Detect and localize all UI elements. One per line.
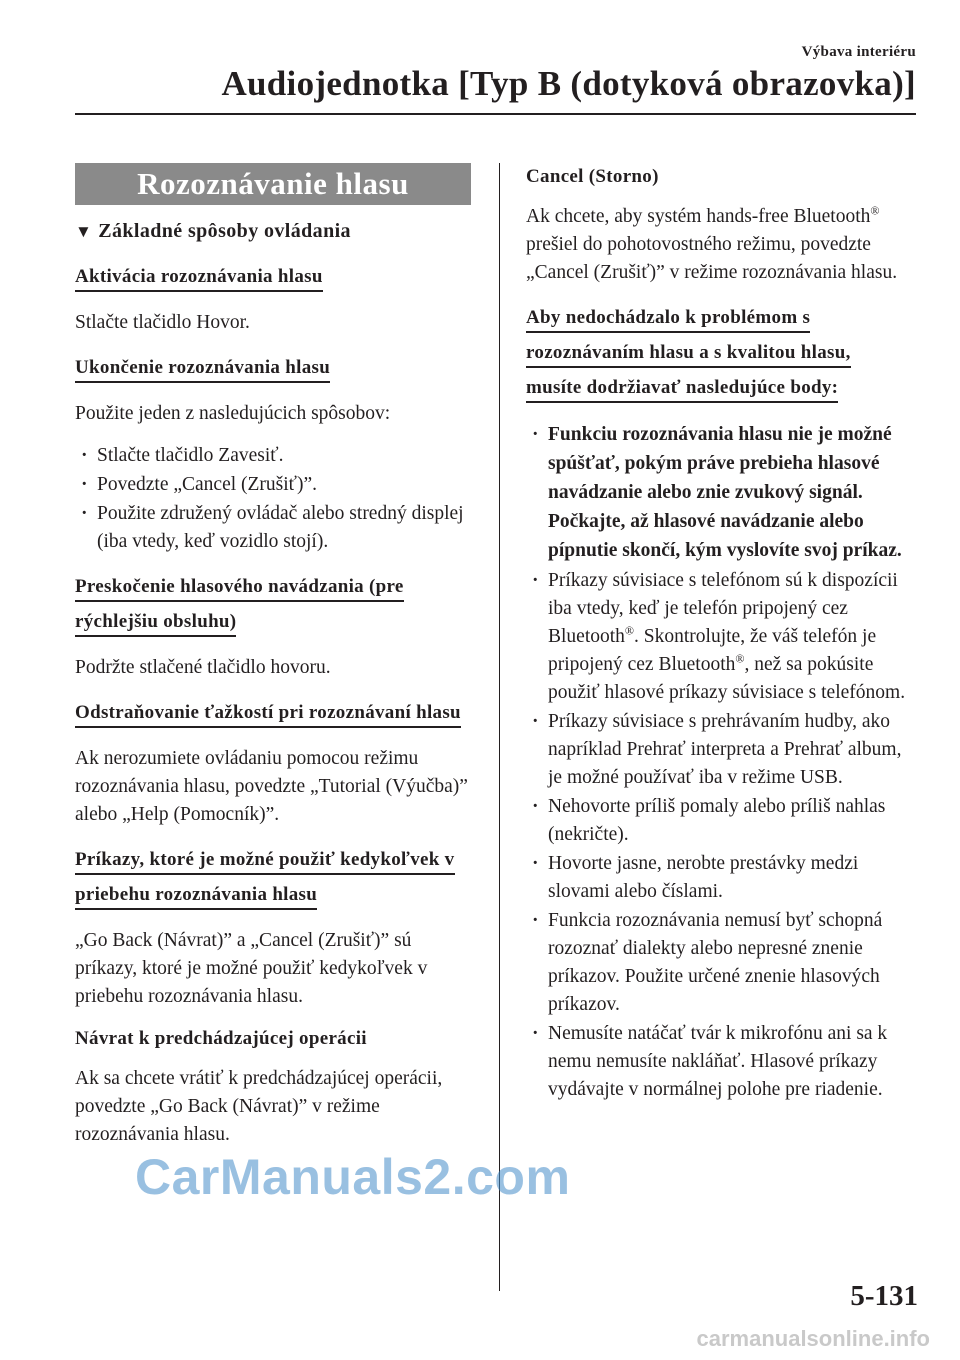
heading-termination: Ukončenie rozoznávania hlasu — [75, 357, 330, 383]
subsection-title — [75, 217, 471, 246]
heading-anytime-commands: Príkazy, ktoré je možné použiť kedykoľvek v priebehu rozoznávania hlasu — [75, 849, 455, 910]
right-column — [526, 163, 908, 1118]
list-item: · Funkciu rozoznávania hlasu nie je možné spúšťať, pokým práve prebieha hlasové navádzanie alebo znie zvukový signál. Počkajte, až hlasové navádzanie alebo pípnutie skončí, kým vyslovíte svoj príkaz. — [526, 420, 908, 565]
left-column — [75, 163, 471, 1163]
bullet-list — [75, 442, 471, 556]
list-item — [526, 567, 908, 707]
registered-mark: ® — [870, 203, 880, 218]
subsection-label: Základné spôsoby ovládania — [98, 220, 351, 242]
heading-tips: Aby nedochádzalo k problémom s rozoznávaním hlasu a s kvalitou hlasu, musíte dodržiavať nasledujúce body: — [526, 307, 851, 403]
text-run: Príkazy súvisiace s telefónom sú k dispozícii iba vtedy, keď je telefón pripojený cez Bluetooth — [548, 570, 898, 647]
watermark-carmanuals2: CarManuals2.com — [135, 1149, 571, 1205]
heading-troubleshooting: Odstraňovanie ťažkostí pri rozoznávaní hlasu — [75, 702, 461, 728]
text-run: . Skontrolujte, že váš telefón je pripojený cez Bluetooth — [548, 626, 877, 675]
bullet-list-bold — [526, 420, 908, 565]
heading-activation: Aktivácia rozoznávania hlasu — [75, 266, 323, 292]
heading-go-back: Návrat k predchádzajúcej operácii — [75, 1028, 367, 1049]
text-run: prešiel do pohotovostného režimu, povedzte „Cancel (Zrušiť)” v režime rozoznávania hlasu. — [526, 234, 898, 283]
paragraph: „Go Back (Návrat)” a „Cancel (Zrušiť)” sú príkazy, ktoré je možné použiť kedykoľvek v priebehu rozoznávania hlasu. — [75, 930, 428, 1007]
paragraph: Podržte stlačené tlačidlo hovoru. — [75, 657, 331, 678]
list-item: · Povedzte „Cancel (Zrušiť)”. — [75, 471, 471, 499]
paragraph: Ak nerozumiete ovládaniu pomocou režimu rozoznávania hlasu, povedzte „Tutorial (Výučba)” alebo „Help (Pomocník)”. — [75, 748, 468, 825]
list-item: · Použite združený ovládač alebo stredný displej (iba vtedy, keď vozidlo stojí). — [75, 500, 471, 556]
list-item: · Príkazy súvisiace s prehrávaním hudby, ako napríklad Prehrať interpreta a Prehrať album, je možné používať iba v režime USB. — [526, 708, 908, 792]
chapter-title: Výbava interiéru — [801, 44, 916, 60]
paragraph: Stlačte tlačidlo Hovor. — [75, 312, 250, 333]
section-title: Audiojednotka [Typ B (dotyková obrazovka)] — [221, 64, 916, 103]
registered-mark: ® — [735, 651, 745, 666]
heading-cancel: Cancel (Storno) — [526, 166, 659, 187]
list-item: · Stlačte tlačidlo Zavesiť. — [75, 442, 471, 470]
page-number: 5-131 — [850, 1280, 918, 1312]
list-item: · Nehovorte príliš pomaly alebo príliš nahlas (nekričte). — [526, 793, 908, 849]
heading-skip-guidance: Preskočenie hlasového navádzania (pre rýchlejšiu obsluhu) — [75, 576, 404, 637]
text-run: , než sa pokúsite použiť hlasové príkazy súvisiace s telefónom. — [548, 654, 906, 703]
registered-mark: ® — [624, 623, 635, 638]
list-item: · Nemusíte natáčať tvár k mikrofónu ani sa k nemu nemusíte nakláňať. Hlasové príkazy vydávajte v normálnej polohe pre riadenie. — [526, 1020, 908, 1104]
text-run: Ak chcete, aby systém hands-free Bluetooth — [526, 206, 871, 227]
topic-banner: Rozoznávanie hlasu — [75, 163, 471, 205]
paragraph: Použite jeden z nasledujúcich spôsobov: — [75, 403, 391, 424]
triangle-marker-icon: ▼ — [75, 222, 93, 241]
watermark-carmanualsonline: carmanualsonline.info — [696, 1326, 930, 1351]
column-divider — [499, 163, 500, 1291]
header-rule — [75, 113, 916, 115]
list-item: · Hovorte jasne, nerobte prestávky medzi slovami alebo číslami. — [526, 850, 908, 906]
paragraph: Ak sa chcete vrátiť k predchádzajúcej operácii, povedzte „Go Back (Návrat)” v režime rozoznávania hlasu. — [75, 1068, 443, 1145]
paragraph — [526, 203, 908, 287]
bullet-list — [526, 567, 908, 1104]
list-item: · Funkcia rozoznávania nemusí byť schopná rozoznať dialekty alebo nepresné znenie príkazov. Použite určené znenie hlasových príkazov. — [526, 907, 908, 1019]
